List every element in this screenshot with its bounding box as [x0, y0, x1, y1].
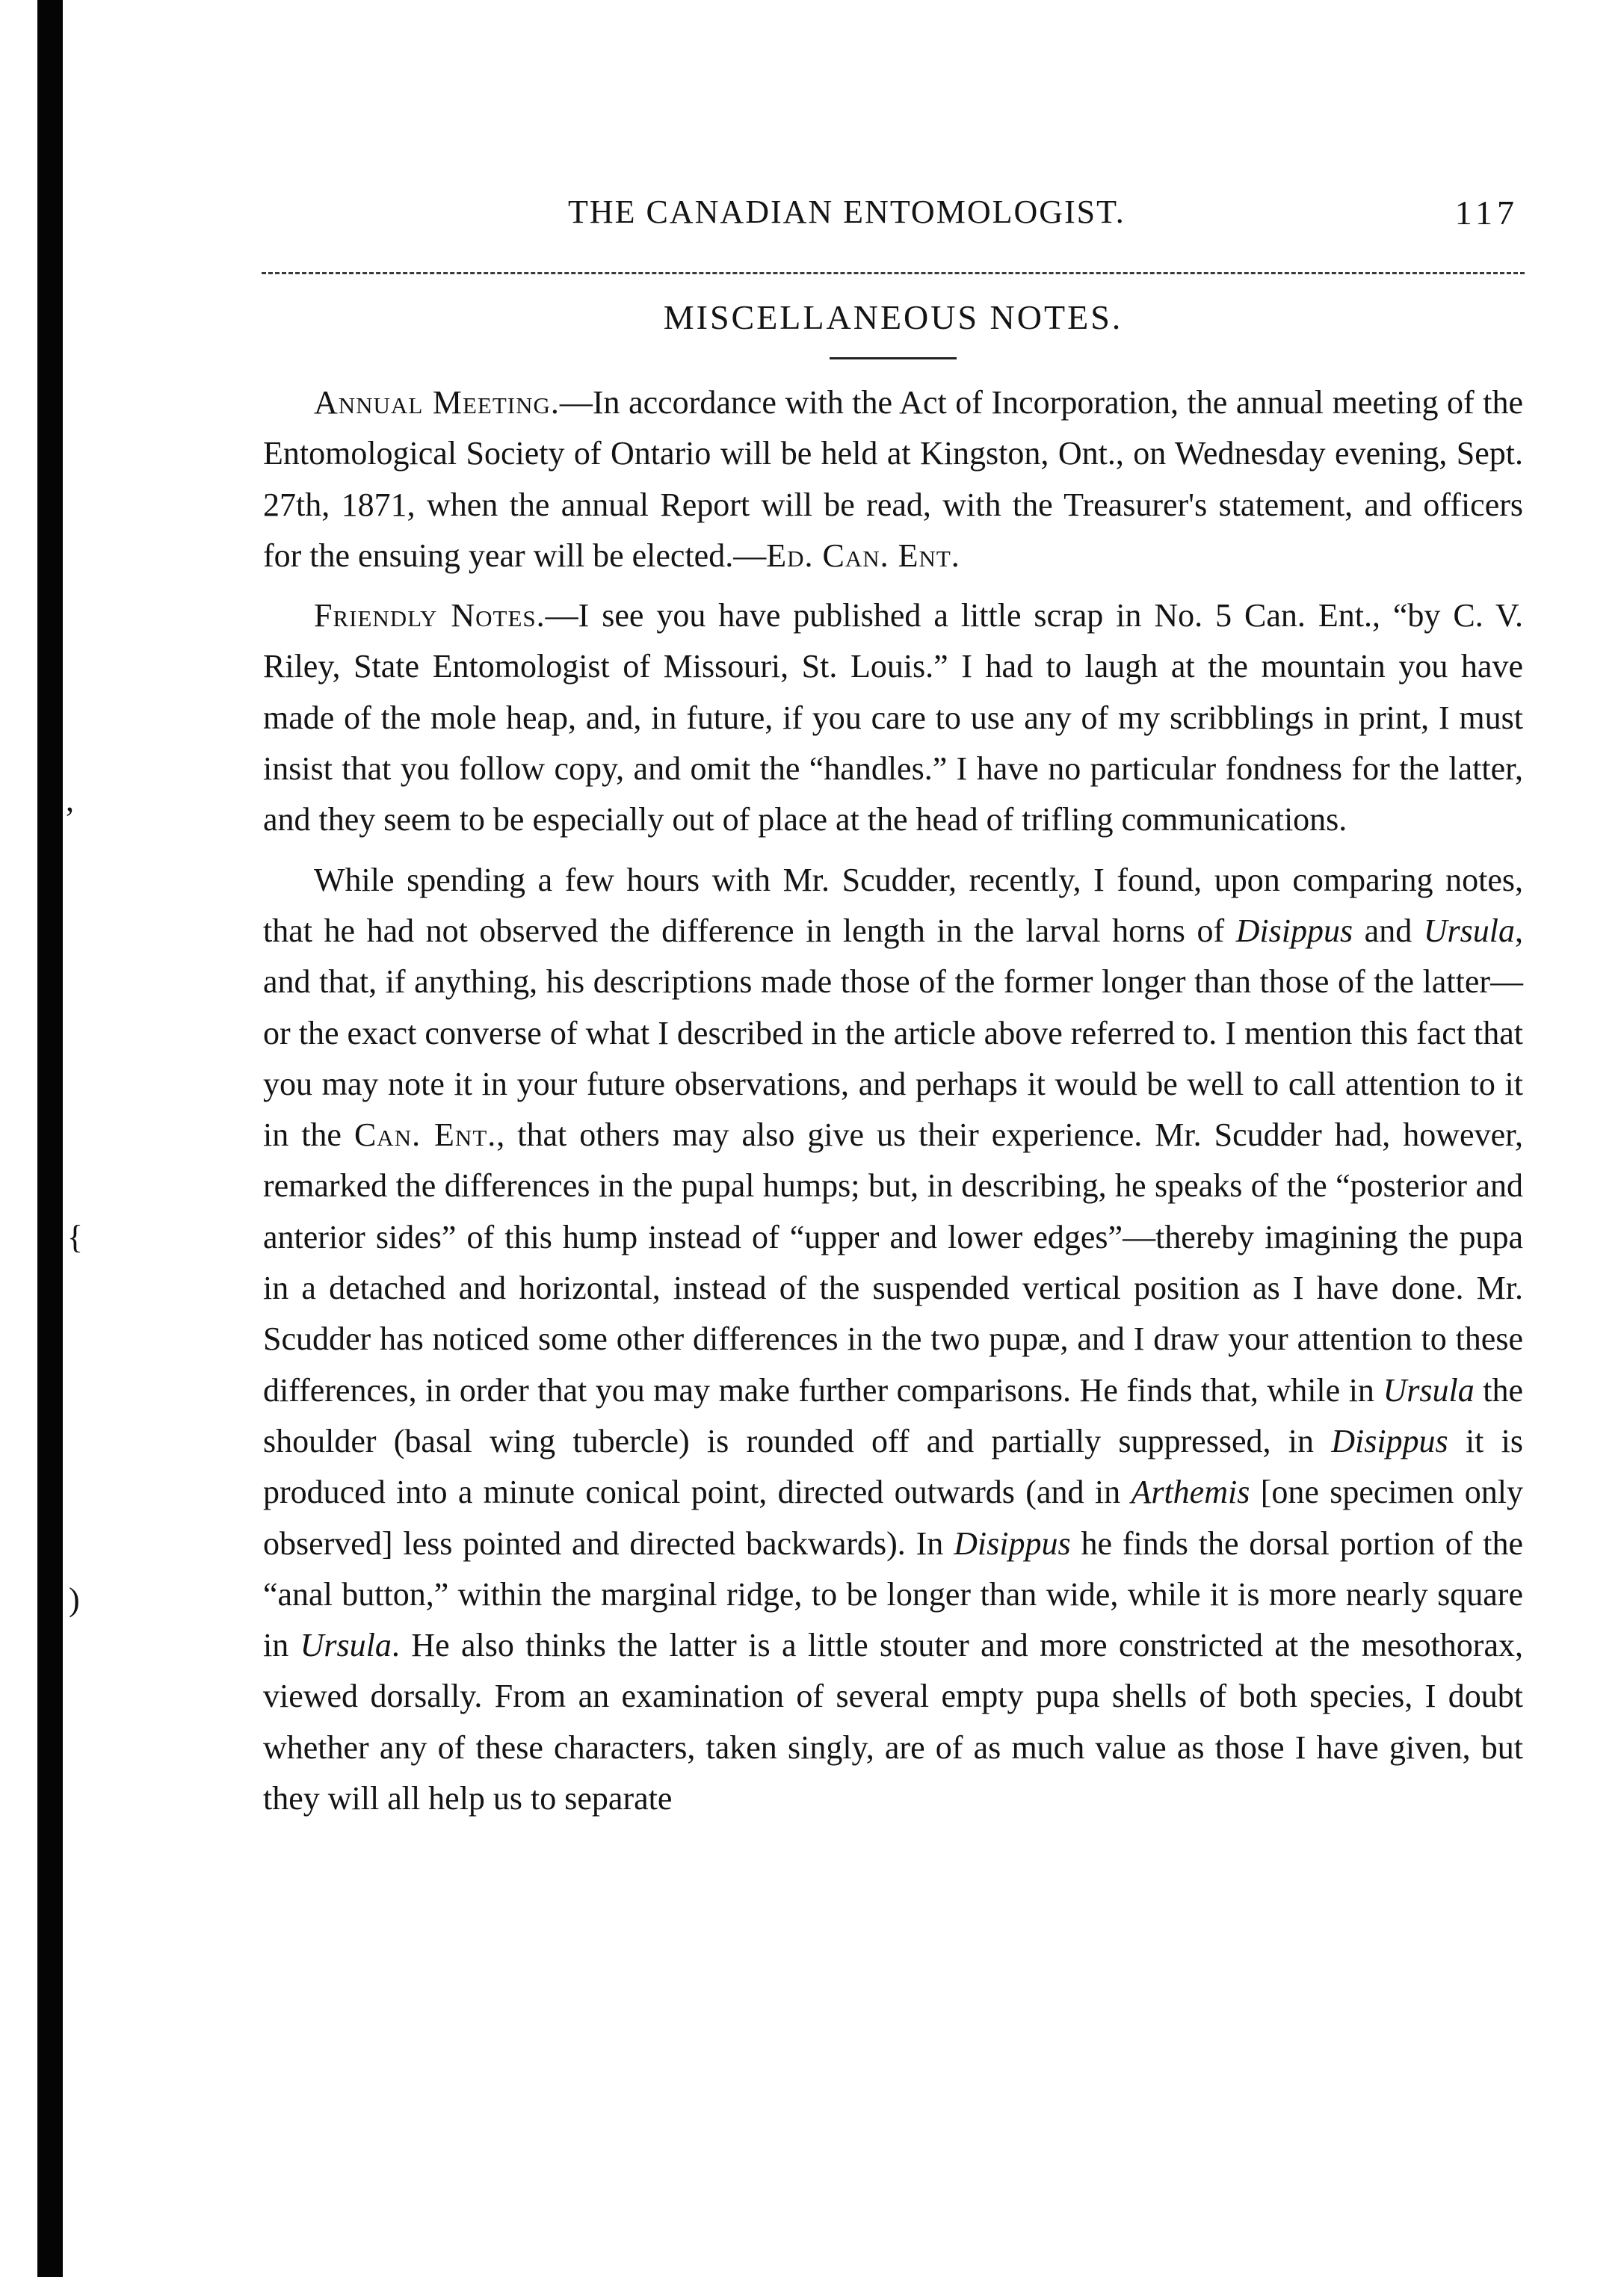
margin-mark: , [66, 782, 74, 818]
species-name: Disippus [1331, 1422, 1448, 1459]
margin-mark: { [67, 1219, 84, 1255]
annual-meeting-paragraph [263, 377, 1523, 581]
friendly-notes-paragraph [263, 590, 1523, 845]
journal-abbreviation: Can. Ent. [353, 1116, 497, 1154]
text-run: it is produced into a minute conical point, directed outwards (and in [263, 1422, 1523, 1511]
text-run: , and that, if anything, his descriptions made those of the former longer than those of the latter—or the exact converse of what I described in the article above referred to. I mention this fact that you may note it in your future observations, and perhaps it would be well to call attention to it in the [263, 912, 1523, 1154]
annual-meeting-heading: Annual Meeting. [314, 384, 560, 421]
page-number: 117 [1454, 194, 1519, 232]
species-name: Ursula [1423, 912, 1515, 949]
text-run: . He also thinks the latter is a little stouter and more constricted at the mesothorax, viewed dorsally. From an examination of several empty pupa shells of both species, I doubt whether any of these characters, taken singly, are of as much value as those I have given, but they will all help us to separate [263, 1627, 1523, 1817]
section-title: MISCELLANEOUS NOTES. [663, 298, 1123, 336]
article-body [263, 377, 1523, 1824]
species-name: Ursula [300, 1627, 392, 1664]
species-name: Ursula [1383, 1371, 1475, 1409]
text-run: the shoulder (basal wing tubercle) is rounded off and partially suppressed, in [263, 1371, 1523, 1459]
friendly-notes-text: —I see you have published a little scrap in No. 5 Can. Ent., “by C. V. Riley, State Entomologist of Missouri, St. Louis.” I had to laugh at the mountain you have made of the mole heap, and, in future, if you care to use any of my scribblings in print, I must insist that you follow copy, and omit the “handles.” I have no particular fondness for the latter, and they seem to be especially out of place at the head of trifling communications. [263, 597, 1523, 838]
page-binding-edge [37, 0, 63, 2277]
running-title: THE CANADIAN ENTOMOLOGIST. [568, 194, 1126, 230]
header-rule [262, 272, 1525, 274]
species-name: Disippus [954, 1524, 1071, 1562]
text-run: [one specimen only observed] less pointed and directed backwards). In [263, 1474, 1523, 1562]
annual-meeting-text: —In accordance with the Act of Incorporation, the annual meeting of the Entomological Society of Ontario will be held at Kingston, Ont., on Wednesday evening, Sept. 27th, 1871, when the annual Report will be read, with the Treasurer's statement, and officers for the ensuing year will be elected.— [263, 384, 1523, 574]
running-header [262, 193, 1525, 238]
text-run: and [1353, 912, 1424, 949]
text-run: While spending a few hours with Mr. Scudder, recently, I found, upon comparing notes, that he had not observed the difference in length in the larval horns of [263, 861, 1523, 949]
editor-signature: Ed. Can. Ent. [766, 537, 960, 574]
species-name: Disippus [1235, 912, 1353, 949]
text-run: he finds the dorsal portion of the “anal button,” within the marginal ridge, to be longer than wide, while it is more nearly square in [263, 1524, 1523, 1664]
species-name: Arthemis [1131, 1474, 1250, 1511]
text-run: , that others may also give us their experience. Mr. Scudder had, however, remarked the differences in the pupal humps; but, in describing, he speaks of the “posterior and anterior sides” of this hump instead of “upper and lower edges”—thereby imagining the pupa in a detached and horizontal, instead of the suspended vertical position as I have done. Mr. Scudder has noticed some other differences in the two pupæ, and I draw your attention to these differences, in order that you may make further comparisons. He finds that, while in [263, 1116, 1524, 1409]
scudder-notes-paragraph [263, 855, 1523, 1825]
friendly-notes-heading: Friendly Notes. [314, 597, 546, 634]
margin-mark: ) [69, 1581, 80, 1618]
title-rule [830, 357, 957, 359]
